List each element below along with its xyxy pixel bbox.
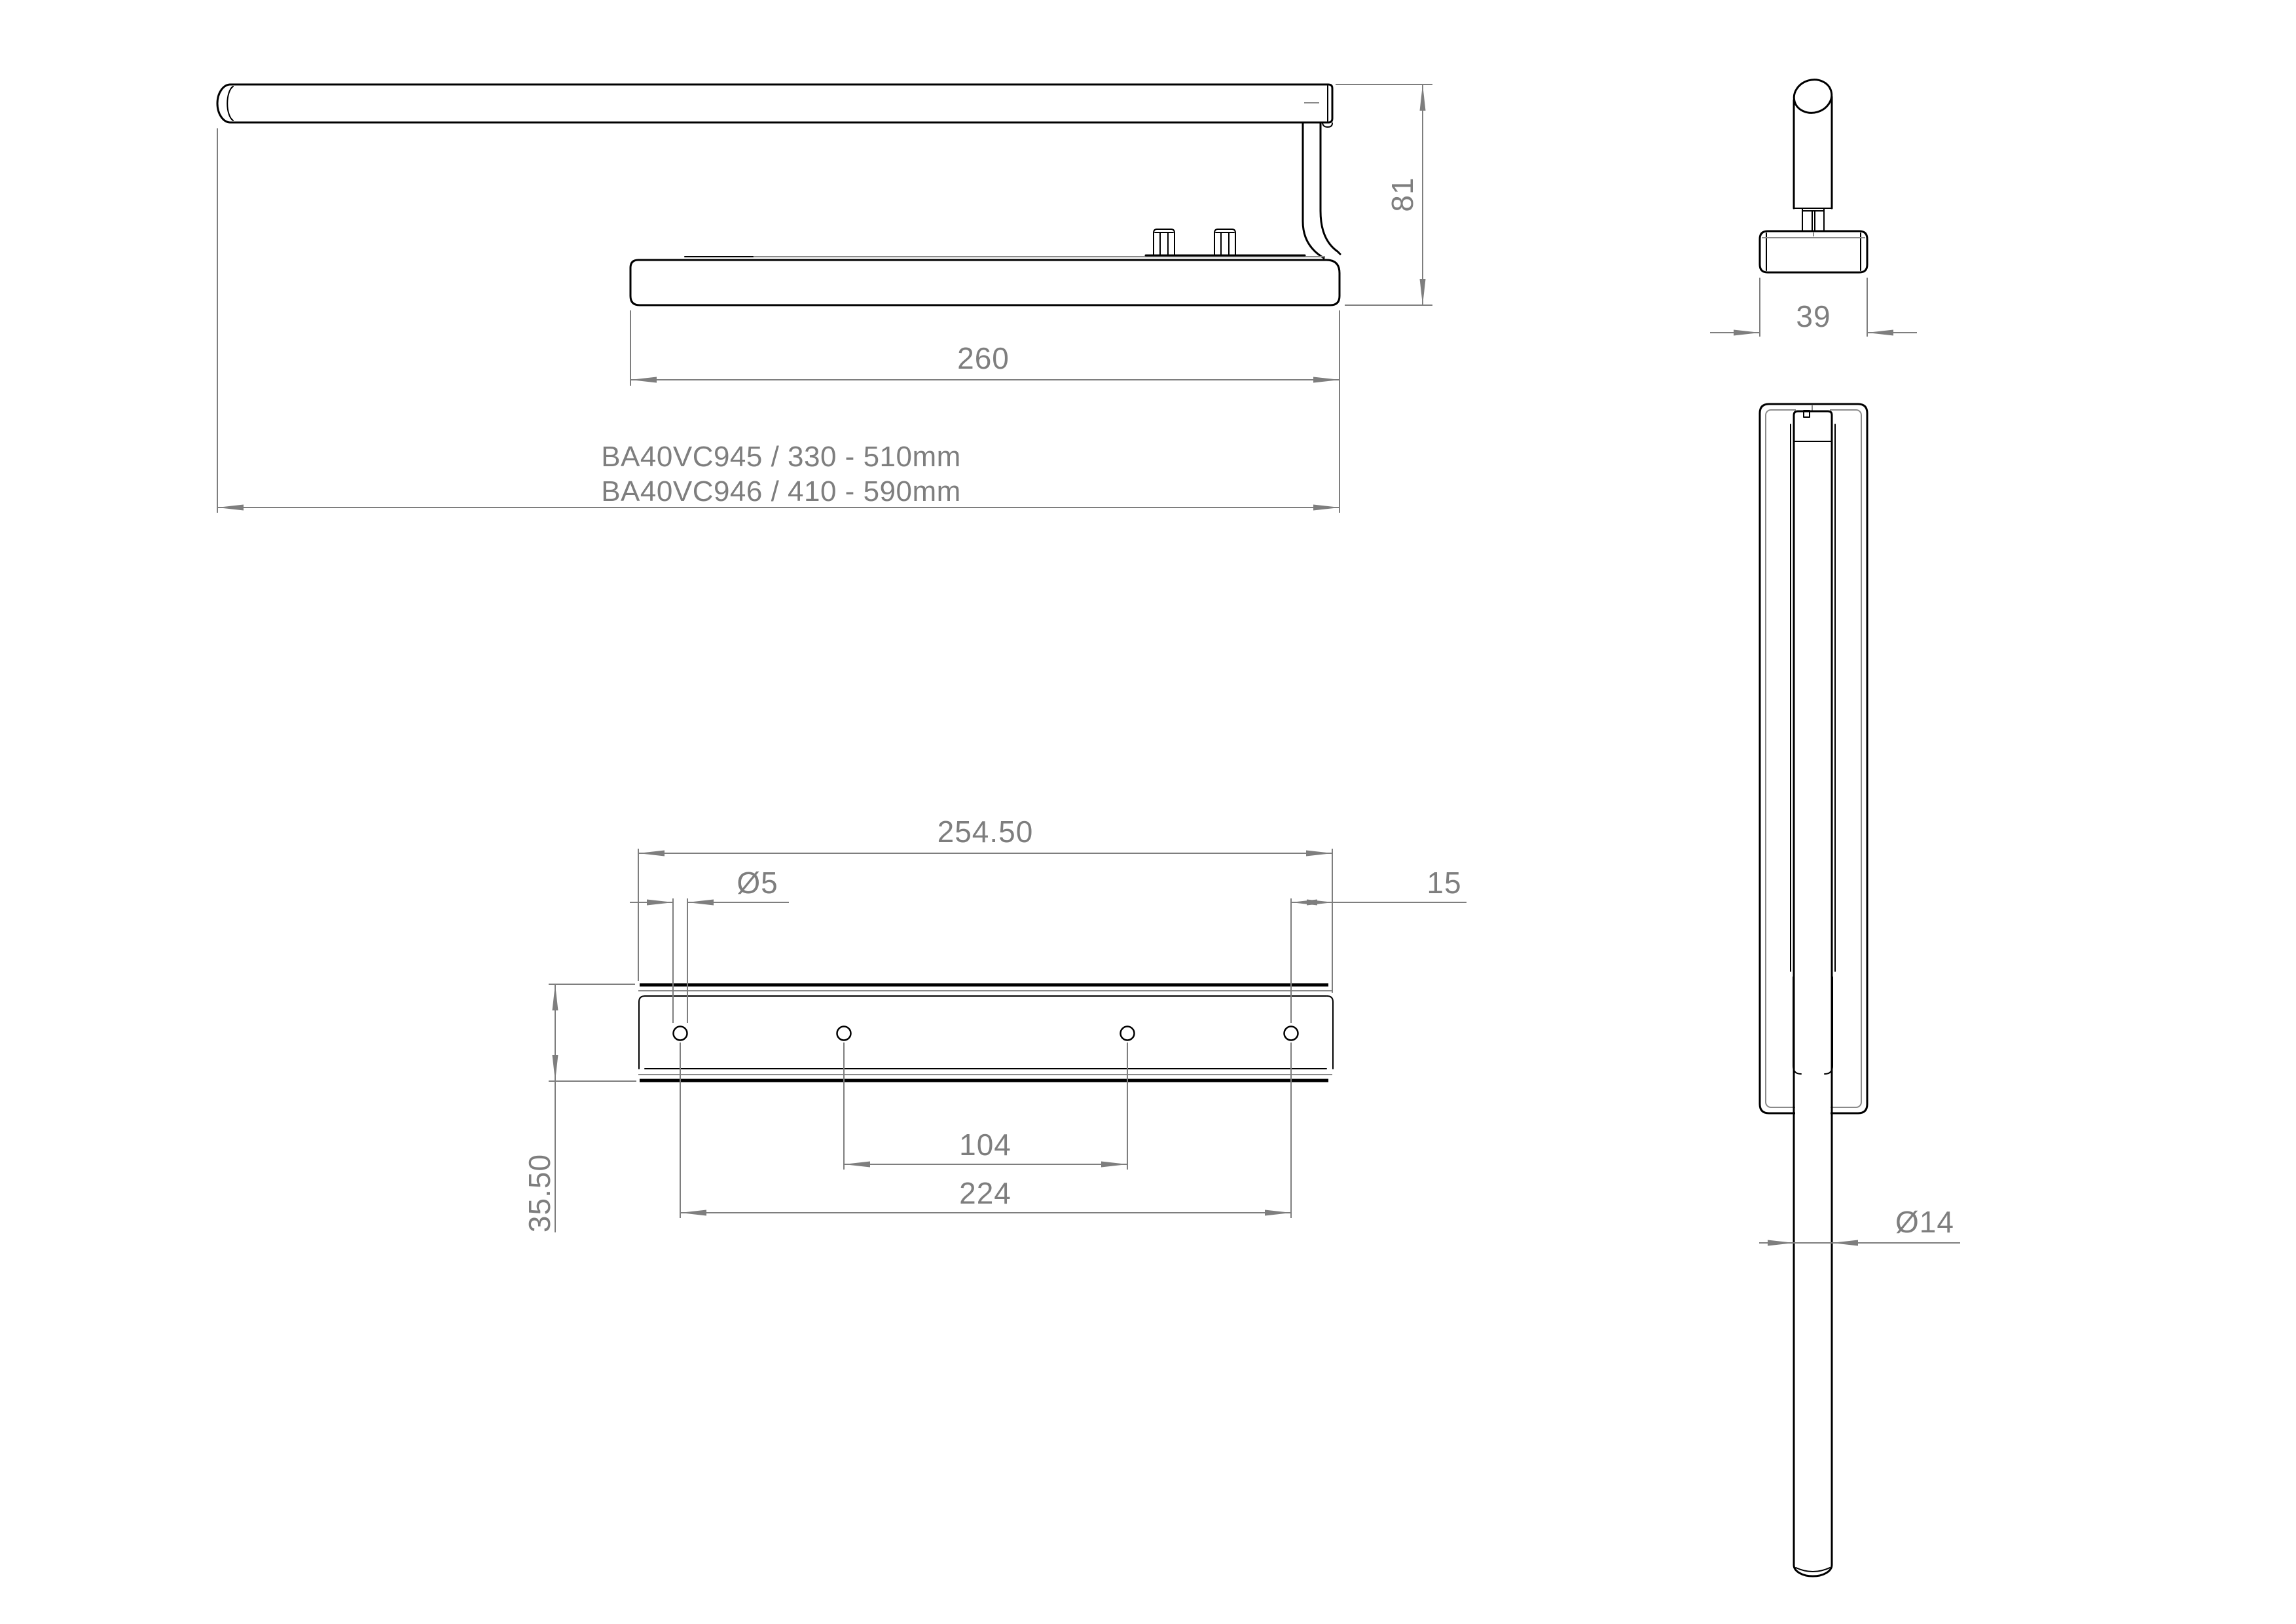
dim-label-hole-diameter: Ø5 bbox=[737, 866, 778, 900]
dim-label-outer-hole-spacing: 224 bbox=[959, 1176, 1011, 1210]
mask-bottom bbox=[1795, 1101, 1831, 1117]
dim-label-plate-length: 254.50 bbox=[937, 815, 1034, 849]
dim-label-plate-width: 39 bbox=[1796, 299, 1831, 333]
dim-label-inner-hole-spacing: 104 bbox=[959, 1128, 1011, 1162]
dim-label-edge-offset: 15 bbox=[1427, 866, 1462, 900]
mounting-hole-1 bbox=[674, 1027, 687, 1041]
mounting-hole-3 bbox=[1121, 1027, 1135, 1041]
dim-label-rod-diameter: Ø14 bbox=[1895, 1205, 1954, 1239]
mounting-hole-2 bbox=[837, 1027, 851, 1041]
dim-label-range-model-1: BA40VC945 / 330 - 510mm bbox=[601, 441, 961, 473]
mounting-hole-4 bbox=[1285, 1027, 1298, 1041]
dim-label-range-model-2: BA40VC946 / 410 - 590mm bbox=[601, 475, 961, 507]
dim-label-height: 81 bbox=[1385, 177, 1419, 212]
dim-label-plate-depth: 260 bbox=[957, 341, 1010, 375]
dim-label-plate-height: 35.50 bbox=[522, 1153, 556, 1233]
